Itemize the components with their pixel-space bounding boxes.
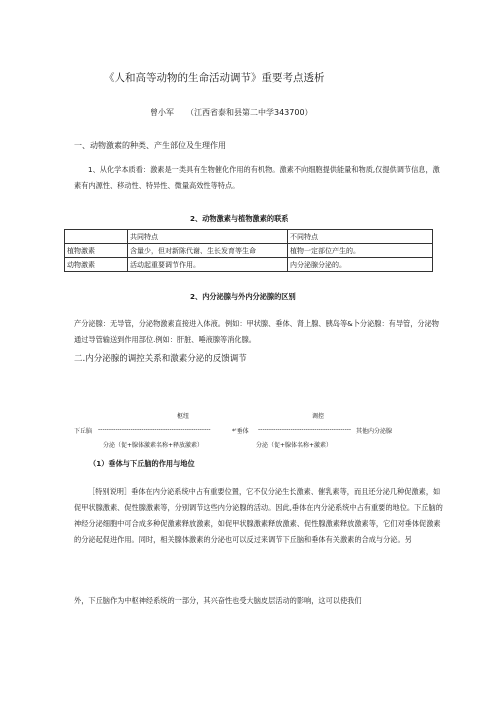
- table-cell: 植物激素: [65, 244, 128, 258]
- section-heading-2: 二.内分泌腺的调控关系和激素分泌的反馈调节: [74, 354, 247, 364]
- diagram-label-regulate: 调控: [312, 413, 325, 420]
- paragraph-2: 产分泌腺：无导管，分泌物激素直接进入体液。例如：甲状腺、垂体、肾上腺、胰岛等&卜分泌腺：有导管，分泌物通过导管输送到作用部位.例如：肝脏、唾液腺等消化腺。: [74, 319, 439, 344]
- diagram-connector-2: -------------------------------------------: [258, 426, 352, 433]
- table-cell: 动物激素: [65, 258, 128, 272]
- paragraph-3: ［特别说明］垂体在内分泌系统中占有重要位置，它不仅分泌生长激素、催乳素等，而且还分泌几种促激素，如促甲状腺激素、促性腺激素等，分别调节这些内分泌腺的活动。因此,垂体在内分泌系统中占有重要的地位。下丘脑的神经分泌细胞中可合成多种促激素释放激素，如促甲状腺激素释放激素、促性腺激素释放激素等，它们对垂体促激素的分泌起促进作用。同时，相关腺体激素的分泌也可以反过来调节下丘脑和垂体有关激素的合成与分泌。另: [74, 487, 443, 544]
- diagram-node-pituitary: *'垂体: [232, 428, 249, 435]
- diagram-node-hypothalamus: 下丘脑: [74, 428, 93, 435]
- table-cell: 内分泌腺分泌的。: [288, 258, 433, 272]
- table-cell: 共同特点: [128, 230, 288, 244]
- table-header-row: [65, 230, 433, 244]
- paragraph-1: 1、从化学本质看：激素是一类具有生物催化作用的有机物。激素不向细胞提供能量和物质,仅提供调节信息，激素有内源性、移动性、特异性、微量高效性等特点。: [74, 165, 440, 190]
- diagram-connector-1: ----------------------------------------------------: [98, 426, 211, 433]
- paragraph-4: 外，下丘脑作为中枢神经系统的一部分，其兴奋性也受大脑皮层活动的影响，这可以使我们: [74, 596, 362, 605]
- author-line: 曾小军 （江西省泰和县第二中学343700）: [150, 108, 313, 117]
- table-cell: 含量少，但对新陈代谢、生长发育等生命: [128, 244, 288, 258]
- diagram-sublabel-2: 分泌（促+腺体名称+激素）: [256, 442, 333, 449]
- diagram-sublabel-1: 分泌（促+腺体激素名称+释放激素）: [103, 442, 204, 449]
- page-title: 《人和高等动物的生命活动调节》重要考点透析: [104, 72, 325, 84]
- diagram-node-other-glands: 其他内分泌腺: [356, 428, 393, 435]
- table-cell: [65, 230, 128, 244]
- table-cell: 不同特点: [288, 230, 433, 244]
- caption-2: 2、内分泌腺与外内分泌腺的区别: [190, 292, 296, 301]
- table-row: [65, 244, 433, 258]
- hormone-comparison-table: [64, 229, 433, 272]
- diagram-label-hub: 枢纽: [177, 413, 190, 420]
- table-cell: 活动起重要调节作用。: [128, 258, 288, 272]
- table-caption: 2、动物激素与植物激素的联系: [190, 214, 289, 223]
- table-cell: 植物一定部位产生的。: [288, 244, 433, 258]
- sub-heading: （1）垂体与下丘脑的作用与地位: [89, 459, 195, 468]
- section-heading-1: 一、动物激素的种类、产生部位及生理作用: [74, 141, 226, 150]
- table-row: [65, 258, 433, 272]
